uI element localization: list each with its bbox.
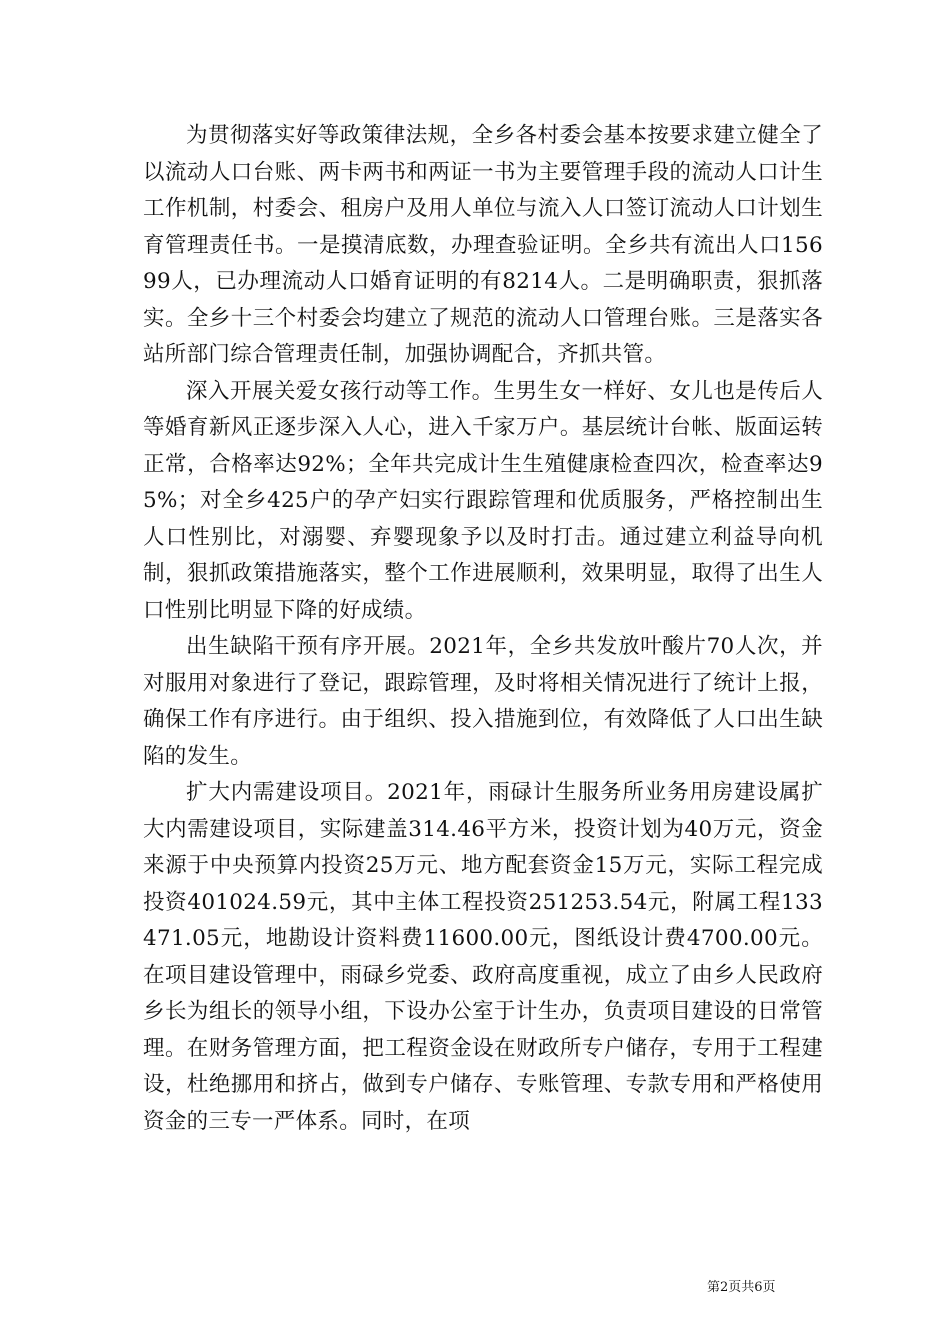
paragraph-care-for-girls: 深入开展关爱女孩行动等工作。生男生女一样好、女儿也是传后人等婚育新风正逐步深入人心，进入千家万户。基层统计台帐、版面运转正常，合格率达92%；全年共完成计生生殖健康检查四次，检查率达95%；对全乡425户的孕产妇实行跟踪管理和优质服务，严格控制出生人口性别比，对溺婴、弃婴现象予以及时打击。通过建立利益导向机制，狠抓政策措施落实，整个工作进展顺利，效果明显，取得了出生人口性别比明显下降的好成绩。 bbox=[143, 378, 823, 623]
page-number-footer: 第2页共6页 bbox=[707, 1280, 776, 1295]
paragraph-domestic-demand-project: 扩大内需建设项目。2021年，雨碌计生服务所业务用房建设属扩大内需建设项目，实际建盖314.46平方米，投资计划为40万元，资金来源于中央预算内投资25万元、地方配套资金15万元，实际工程完成投资401024.59元，其中主体工程投资251253.54元，附属工程133471.05元，地勘设计资料费11600.00元，图纸设计费4700.00元。在项目建设管理中，雨碌乡党委、政府高度重视，成立了由乡人民政府乡长为组长的领导小组，下设办公室于计生办，负责项目建设的日常管理。在财务管理方面，把工程资金设在财政所专户储存，专用于工程建设，杜绝挪用和挤占，做到专户储存、专账管理、专款专用和严格使用资金的三专一严体系。同时，在项 bbox=[143, 780, 823, 1134]
document-body bbox=[143, 118, 823, 1140]
paragraph-birth-defect-intervention: 出生缺陷干预有序开展。2021年，全乡共发放叶酸片70人次，并对服用对象进行了登记，跟踪管理，及时将相关情况进行了统计上报，确保工作有序进行。由于组织、投入措施到位，有效降低了人口出生缺陷的发生。 bbox=[143, 634, 823, 769]
paragraph-floating-population: 为贯彻落实好等政策律法规，全乡各村委会基本按要求建立健全了以流动人口台账、两卡两书和两证一书为主要管理手段的流动人口计生工作机制，村委会、租房户及用人单位与流入人口签订流动人口计划生育管理责任书。一是摸清底数，办理查验证明。全乡共有流出人口15699人，已办理流动人口婚育证明的有8214人。二是明确职责，狠抓落实。全乡十三个村委会均建立了规范的流动人口管理台账。三是落实各站所部门综合管理责任制，加强协调配合，齐抓共管。 bbox=[143, 123, 823, 367]
